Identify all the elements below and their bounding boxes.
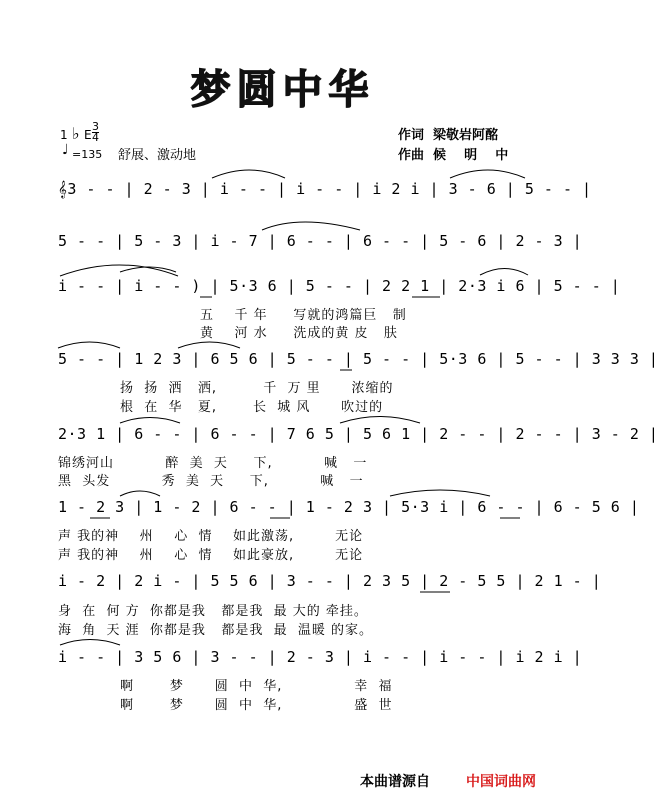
lyric-2a: 扬 扬 洒 洒, 千 万 里 浓缩的 <box>120 381 394 396</box>
slur <box>60 265 178 276</box>
expression-mark: 舒展、激动地 <box>118 148 197 163</box>
lyric-2b: 根 在 华 夏, 长 城 风 吹过的 <box>120 400 384 415</box>
time-signature <box>92 122 99 143</box>
lyricist: 作词 梁敬岩阿酩 <box>398 128 499 143</box>
lyric-5b: 海 角 天 涯 你都是我 都是我 最 温暖 的家。 <box>58 623 373 638</box>
time-top: 3 <box>92 120 99 133</box>
slur <box>480 269 528 276</box>
score-line-4: 5 - - | 1 2 3 | 6 5 6 | 5 - - | 5 - - | 5·3 6 | 5 - - | 3 3 3 | <box>58 350 659 368</box>
slur <box>58 342 120 348</box>
time-bottom: 4 <box>92 131 99 144</box>
footer-source: 本曲谱源自 <box>360 774 430 790</box>
lyric-1a: 五 千 年 写就的鸿篇巨 制 <box>200 308 407 323</box>
slur <box>120 267 176 272</box>
score-line-8: i - - | 3 5 6 | 3 - - | 2 - 3 | i - - | i - - | i 2 i | <box>58 648 583 666</box>
lyric-5a: 身 在 何 方 你都是我 都是我 最 大的 牵挂。 <box>58 604 368 619</box>
slur <box>262 222 360 230</box>
lyric-3b: 黑 头发 秀 美 天 下, 喊 一 <box>58 474 364 489</box>
lyric-3a: 锦绣河山 醉 美 天 下, 喊 一 <box>58 456 368 471</box>
slur <box>178 342 240 348</box>
slur <box>212 170 285 178</box>
slur <box>390 490 490 496</box>
composer: 作曲 候 明 中 <box>398 148 509 163</box>
score-line-6: 1 - 2 3 | 1 - 2 | 6 - - | 1 - 2 3 | 5·3 i | 6 - - | 6 - 5 6 | <box>58 498 640 516</box>
slur <box>60 640 120 646</box>
lyric-1b: 黄 河 水 洗成的黄 皮 肤 <box>200 326 398 341</box>
score-line-5: 2·3 1 | 6 - - | 6 - - | 7 6 5 | 5 6 1 | 2 - - | 2 - - | 3 - 2 | <box>58 425 659 443</box>
quarter-note-icon: ♩ <box>62 142 69 158</box>
tempo-mark: =135 <box>72 148 103 161</box>
slur <box>450 170 525 178</box>
lyric-6a: 啊 梦 圆 中 华, 幸 福 <box>120 679 393 694</box>
slur <box>120 491 160 496</box>
key-e: E <box>84 128 92 142</box>
lyric-6b: 啊 梦 圆 中 华, 盛 世 <box>120 698 393 713</box>
slur <box>340 417 420 424</box>
footer-site-link[interactable]: 中国词曲网 <box>466 774 536 790</box>
flat-sign: ♭ <box>72 124 80 143</box>
slur <box>120 418 180 424</box>
score-line-7: i - 2 | 2 i - | 5 5 6 | 3 - - | 2 3 5 | 2 - 5 5 | 2 1 - | <box>58 572 602 590</box>
song-title: 梦圆中华 <box>190 67 375 113</box>
score-line-1: 𝄞3 - - | 2 - 3 | i - - | i - - | i 2 i | 3 - 6 | 5 - - | <box>58 180 592 198</box>
credits <box>398 126 508 166</box>
lyric-4b: 声 我的神 州 心 情 如此豪放, 无论 <box>58 548 364 563</box>
key-one: 1 <box>60 128 68 142</box>
lyric-4a: 声 我的神 州 心 情 如此激荡, 无论 <box>58 529 364 544</box>
score-line-3: i - - | i - - ) | 5·3 6 | 5 - - | 2 2 1 | 2·3 i 6 | 5 - - | <box>58 277 621 295</box>
key-signature <box>60 122 210 166</box>
score-line-2: 5 - - | 5 - 3 | i - 7 | 6 - - | 6 - - | 5 - 6 | 2 - 3 | <box>58 232 583 250</box>
